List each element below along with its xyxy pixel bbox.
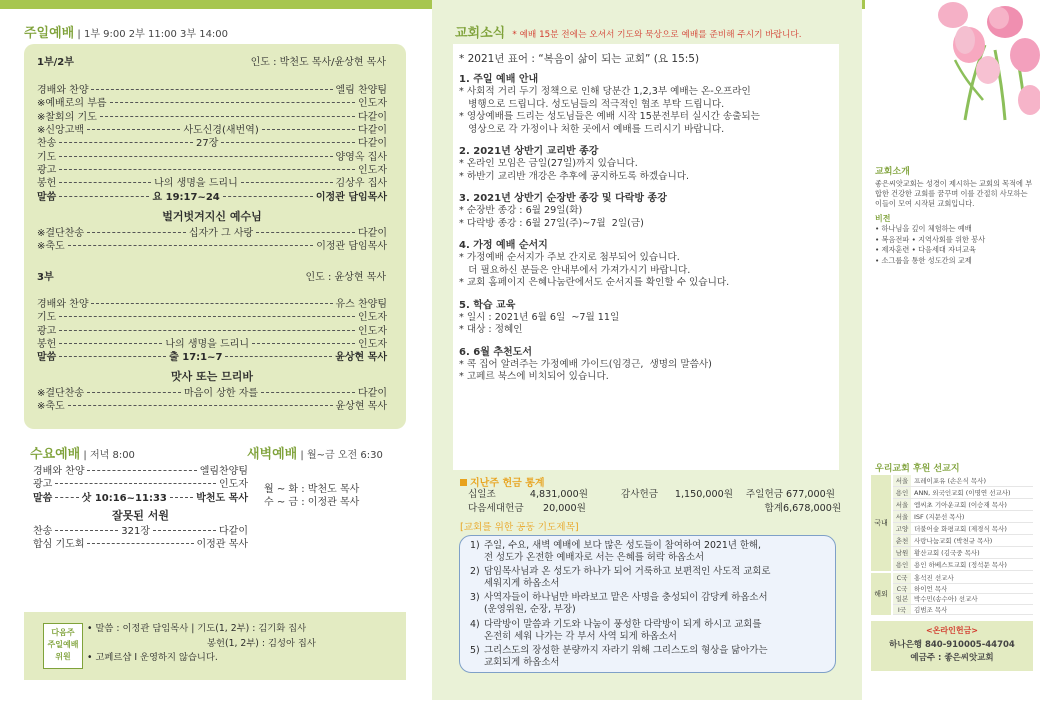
- mission-region: 서울: [893, 499, 911, 510]
- mission-name: 하이언 목사: [914, 584, 948, 593]
- prayer-item-text: [484, 566, 770, 590]
- news-motto: * 2021년 표어 : “복음이 삶이 되는 교회” (요 15:5): [459, 53, 700, 65]
- offering-val-total: 6,678,000원: [783, 503, 842, 514]
- leader-dashes: [59, 356, 166, 357]
- leader-dashes: [55, 483, 216, 484]
- part3-order: [37, 296, 387, 362]
- order-item-person: 김상우 집사: [335, 178, 388, 190]
- news-header: [455, 22, 802, 41]
- vision-item: • 제자훈련 • 다음세대 자녀교육: [875, 245, 976, 254]
- order-item-person: 유스 찬양팀: [335, 299, 387, 311]
- mission-name: ANN, 외국인교회 (이명연 선교사): [914, 489, 1011, 497]
- order-item-person: 다같이: [358, 138, 388, 150]
- mission-name: 김범조 목사: [914, 605, 948, 614]
- order-item-person: 다같이: [219, 526, 248, 538]
- offering-key-thanks: 감사헌금: [620, 489, 658, 500]
- mission-name: 프레이포유 (손은식 목사): [914, 477, 986, 485]
- order-row: [37, 398, 387, 411]
- prayer-item-line: 사역자들이 하나님만 바라보고 맡은 사명을 충성되이 감당케 하옵소서: [484, 592, 768, 604]
- order-item-person: 인도자: [219, 479, 248, 491]
- next-week-box: [24, 612, 406, 680]
- news-item: [459, 145, 834, 183]
- part3-sermon-title: 맛사 또는 므리바: [170, 370, 254, 383]
- order-item-person: 양영옥 집사: [335, 151, 387, 163]
- news-item-line: * 사회적 거리 두기 정책으로 인해 당분간 1,2,3부 예배는 온-오프라인: [459, 86, 751, 97]
- order-row: [33, 476, 248, 489]
- leader-dashes: [87, 470, 196, 471]
- offering-val-thanks: 1,150,000원: [674, 489, 733, 500]
- prayer-item: [470, 566, 827, 590]
- mission-region: 고양: [893, 523, 911, 534]
- leader-dashes: [91, 89, 332, 90]
- mission-region: C국: [893, 584, 911, 594]
- mission-name: 더불어숲 화평교회 (제경식 목사): [914, 525, 1007, 533]
- mission-row: [893, 487, 1033, 499]
- order-row: [37, 296, 387, 309]
- order-row: [37, 188, 387, 201]
- part3-label: 3부: [37, 272, 54, 283]
- dawn-time: | 월~금 오전 6:30: [300, 450, 383, 461]
- leader-dashes: [59, 330, 355, 331]
- prayer-item-number: 2): [470, 566, 480, 578]
- news-item: [459, 73, 834, 136]
- order-item-detail: 요 19:17~24: [152, 191, 220, 203]
- offering-square-icon: [460, 479, 467, 486]
- mission-row: [893, 559, 1033, 571]
- leader-dashes: [221, 142, 355, 143]
- news-item-line: * 하반기 교리반 개강은 추후에 공지하도록 하겠습니다.: [459, 170, 690, 182]
- intro-text: 좋은씨앗교회는 성경이 제시하는 교회의 목적에 부합한 건강한 교회를 꿈꾸며 이를 간절히 사모하는 이들이 모여 시작된 교회입니다.: [875, 179, 1033, 208]
- order-item-label: 합심 기도회: [33, 539, 85, 551]
- news-item: [459, 346, 834, 384]
- leader-dashes: [225, 356, 332, 357]
- vision-item: • 하나님을 깊이 체험하는 예배: [875, 224, 972, 233]
- leader-dashes: [91, 303, 332, 304]
- news-title: 교회소식: [455, 26, 506, 41]
- order-row: [37, 323, 387, 336]
- order-item-label: ※신앙고백: [37, 125, 85, 137]
- news-item-heading: 6. 6월 추천도서: [459, 346, 532, 358]
- sunday-title: 주일예배: [24, 26, 75, 41]
- order-row: [37, 162, 387, 175]
- order-item-detail: 27장: [195, 138, 219, 150]
- order-row: [33, 536, 248, 549]
- missions-domestic-label: 국내: [871, 475, 891, 571]
- order-item-label: 말씀: [37, 191, 57, 203]
- order-item-label: 찬송: [37, 138, 57, 150]
- news-item-line: 더 필요하신 분들은 안내부에서 가져가시기 바랍니다.: [459, 264, 691, 276]
- sunday-header: [24, 22, 228, 41]
- leader-dashes: [87, 392, 181, 393]
- order-item-label: 찬송: [33, 526, 53, 538]
- offering-title: 지난주 헌금 통계: [470, 478, 545, 489]
- mission-row: [893, 605, 1033, 616]
- part12-leader: 인도 : 박천도 목사/윤상현 목사: [250, 57, 386, 68]
- news-item-line: * 교회 홈페이지 은혜나눔란에서도 순서지를 확인할 수 있습니다.: [459, 277, 730, 288]
- order-item-label: 경배와 찬양: [37, 299, 89, 311]
- order-row: [37, 95, 387, 108]
- leader-dashes: [59, 182, 151, 183]
- next-week-label-3: 위원: [55, 652, 71, 661]
- wednesday-time: | 저녁 8:00: [83, 450, 135, 461]
- leader-dashes: [261, 392, 355, 393]
- order-item-person: 인도자: [358, 164, 387, 176]
- prayer-item-number: 5): [470, 644, 480, 656]
- order-item-label: ※결단찬송: [37, 228, 85, 240]
- online-offering-title: <온라인헌금>: [925, 626, 979, 635]
- vision-item: • 소그룹을 통한 성도간의 교제: [875, 255, 972, 265]
- order-item-label: 봉헌: [37, 178, 57, 190]
- offering-header: [460, 474, 545, 489]
- next-week-line-1: • 말씀 : 이정관 담임목사 | 기도(1, 2부) : 김기화 집사: [87, 623, 307, 634]
- mission-row: [893, 594, 1033, 605]
- offering-stats: [468, 488, 842, 516]
- news-item: [459, 192, 834, 230]
- mission-name: 사랑나눔교회 (박천규 목사): [914, 537, 993, 545]
- next-week-label: [43, 623, 83, 669]
- vision-title: 비전: [875, 214, 891, 223]
- prayer-item-line: 온전히 세워 나가는 각 부서 사역 되게 하옵소서: [484, 630, 677, 642]
- online-offering-holder: 예금주 : 좋은씨앗교회: [910, 653, 994, 663]
- mission-region: 용인: [893, 559, 911, 570]
- order-item-detail: 삿 10:16~11:33: [81, 492, 167, 504]
- order-row: [37, 225, 387, 238]
- order-item-label: ※축도: [37, 401, 65, 413]
- order-row: [37, 309, 387, 322]
- missions-domestic-list: [893, 475, 1033, 571]
- vision-item: • 복음전파 • 지역사회를 위한 봉사: [875, 234, 986, 244]
- order-item-person: 인도자: [358, 98, 387, 110]
- church-info-panel: [865, 0, 1040, 720]
- order-row: [33, 490, 248, 503]
- part3-header: [37, 268, 386, 283]
- missions-table: [871, 475, 1033, 615]
- news-item-line: * 온라인 모임은 금일(27일)까지 있습니다.: [459, 158, 638, 169]
- online-offering-account: 하나은행 840-910005-44704: [889, 640, 1015, 650]
- news-item-heading: 3. 2021년 상반기 순장반 종강 및 다락방 종강: [459, 193, 667, 204]
- sunday-box: [24, 44, 406, 429]
- leader-dashes: [223, 196, 313, 197]
- order-row: [37, 82, 387, 95]
- leader-dashes: [59, 316, 355, 317]
- news-item: [459, 239, 834, 290]
- mission-name: ISF (지문선 목사): [914, 513, 965, 521]
- order-row: [37, 109, 387, 122]
- news-item-line: * 가정예배 순서지가 주보 간지로 첨부되어 있습니다.: [459, 252, 680, 263]
- wednesday-order: [33, 463, 248, 503]
- order-row: [37, 175, 387, 188]
- part12-order-end: [37, 225, 387, 252]
- order-item-person: 윤상현 목사: [335, 401, 387, 413]
- order-item-person: 인도자: [358, 312, 387, 324]
- news-box: [453, 44, 839, 470]
- order-item-label: ※예배로의 부름: [37, 98, 107, 110]
- mission-name: 용인 하베스트교회 (정석문 목사): [914, 561, 1007, 569]
- order-item-person: 다같이: [358, 125, 388, 137]
- order-row: [37, 148, 387, 161]
- order-item-detail: 출 17:1~7: [169, 352, 223, 364]
- order-row: [37, 336, 387, 349]
- prayer-item-text: [484, 592, 768, 616]
- next-week-label-2: 주일예배: [47, 640, 79, 649]
- news-item-line: 병행으로 드립니다. 성도님들의 적극적인 협조 부탁 드립니다.: [459, 98, 725, 110]
- leader-dashes: [110, 102, 355, 103]
- order-item-label: 경배와 찬양: [33, 466, 85, 478]
- news-item-line: * 고페르 북스에 비치되어 있습니다.: [459, 371, 609, 382]
- offering-val-sunday: 677,000원: [786, 489, 835, 500]
- order-item-label: ※축도: [37, 241, 65, 253]
- missions-overseas-label: 해외: [871, 573, 891, 615]
- news-item-heading: 5. 학습 교육: [459, 299, 516, 311]
- news-item-line: * 영상예배를 드리는 성도님들은 예배 시작 15분전부터 실시간 송출되는: [459, 111, 760, 122]
- order-item-detail: 십자가 그 사랑: [188, 228, 254, 240]
- wednesday-header: [30, 443, 135, 462]
- dawn-header: [247, 443, 383, 462]
- news-item-line: * 대상 : 정혜인: [459, 324, 523, 335]
- leader-dashes: [59, 156, 332, 157]
- order-row: [37, 238, 387, 251]
- prayer-item-line: 주일, 수요, 새벽 예배에 보다 많은 성도들이 참여하여 2021년 한해,: [484, 540, 761, 551]
- prayer-item-text: [484, 540, 761, 564]
- order-item-person: 다같이: [358, 228, 387, 240]
- order-item-detail: 사도신경(새번역): [183, 125, 259, 137]
- part3-leader: 인도 : 윤상현 목사: [305, 272, 386, 283]
- wednesday-order-end: [33, 523, 248, 550]
- mission-name: 박수민(송수아) 선교사: [914, 595, 978, 603]
- order-item-label: 말씀: [37, 352, 57, 364]
- order-row: [33, 523, 248, 536]
- next-week-label-1: 다음주: [51, 628, 75, 637]
- order-item-label: 기도: [37, 312, 57, 324]
- order-item-detail: 나의 생명을 드리니: [165, 339, 249, 351]
- part3-order-end: [37, 385, 387, 412]
- order-item-person: 이정관 목사: [196, 539, 248, 551]
- order-item-person: 박천도 목사: [196, 492, 248, 504]
- mission-row: [893, 523, 1033, 535]
- online-offering-box: [871, 621, 1033, 671]
- order-item-person: 인도자: [358, 339, 388, 351]
- prayer-item-line: 그리스도의 장성한 분량까지 자라기 위해 그리스도의 형상을 닮아가는: [484, 644, 768, 656]
- order-item-person: 이정관 담임목사: [315, 191, 387, 203]
- leader-dashes: [87, 543, 193, 544]
- mission-region: 용인: [893, 487, 911, 498]
- prayer-item-text: [484, 619, 761, 643]
- prayer-item-number: 1): [470, 540, 480, 551]
- order-item-detail: 마음이 상한 자를: [184, 388, 259, 400]
- dawn-line-2: 수 ~ 금 : 이정관 목사: [264, 497, 360, 508]
- offering-val-tithe: 4,831,000원: [529, 489, 588, 500]
- leader-dashes: [59, 142, 193, 143]
- part12-sermon-title: 벌거벗겨지신 예수님: [162, 210, 262, 223]
- prayer-item-line: 세워지게 하옵소서: [484, 578, 560, 590]
- order-item-label: ※결단찬송: [37, 388, 85, 400]
- mission-region: 남원: [893, 547, 911, 558]
- next-week-details: [87, 622, 316, 666]
- leader-dashes: [241, 182, 333, 183]
- order-row: [37, 349, 387, 362]
- leader-dashes: [55, 530, 118, 531]
- wednesday-title: 수요예배: [30, 447, 81, 462]
- offering-key-sunday: 주일헌금: [745, 489, 783, 500]
- news-item-line: * 일시 : 2021년 6월 6일 ~7월 11일: [459, 311, 620, 323]
- mission-row: [893, 573, 1033, 584]
- order-item-label: 기도: [37, 151, 57, 163]
- worship-order-panel: [0, 9, 432, 720]
- news-item: [459, 299, 834, 337]
- order-item-label: 봉헌: [37, 339, 57, 351]
- missions-title: 우리교회 후원 선교지: [875, 464, 960, 474]
- mission-region: 춘천: [893, 535, 911, 546]
- order-item-person: 다같이: [358, 111, 387, 123]
- mission-region: I국: [893, 605, 911, 615]
- news-items: [459, 73, 834, 393]
- wednesday-sermon-title: 잘못된 서원: [112, 509, 169, 522]
- offering-key-total: 합계: [764, 503, 783, 514]
- sunday-times: | 1부 9:00 2부 11:00 3부 14:00: [77, 29, 229, 40]
- order-item-label: 광고: [37, 325, 57, 337]
- order-item-label: 광고: [33, 479, 53, 491]
- prayer-item: [470, 645, 827, 669]
- dawn-title: 새벽예배: [247, 447, 298, 462]
- order-item-person: 윤상현 목사: [335, 352, 388, 364]
- dawn-leaders: [264, 483, 359, 509]
- order-item-person: 인도자: [358, 325, 387, 337]
- prayer-items: [470, 540, 827, 669]
- order-item-person: 엘림 찬양팀: [335, 85, 387, 97]
- offering-row-2: [468, 502, 842, 516]
- mission-row: [893, 475, 1033, 487]
- offering-row-1: [468, 488, 838, 502]
- order-item-label: 광고: [37, 164, 57, 176]
- prayer-item: [470, 592, 827, 616]
- mission-region: C국: [893, 573, 911, 583]
- order-row: [37, 122, 387, 135]
- mission-name: 엠씨초 기아운교회 (이승재 목사): [914, 501, 1007, 509]
- order-item-label: 경배와 찬양: [37, 85, 89, 97]
- tulip-flowers-image: [865, 0, 1040, 125]
- offering-key-tithe: 십일조: [468, 489, 496, 500]
- dawn-line-1: 월 ~ 화 : 박천도 목사: [264, 484, 360, 495]
- news-item-line: * 콕 집어 알려주는 가정예배 가이드(임경근, 생명의 말씀사): [459, 358, 712, 370]
- offering-val-nextgen: 20,000원: [543, 503, 586, 514]
- leader-dashes: [68, 405, 333, 406]
- mission-row: [893, 584, 1033, 595]
- leader-dashes: [87, 232, 186, 233]
- prayer-item-line: 전 성도가 온전한 예배자로 서는 은혜를 허락 하옵소서: [484, 552, 705, 564]
- prayer-item-text: [484, 645, 768, 669]
- leader-dashes: [252, 343, 355, 344]
- leader-dashes: [59, 196, 149, 197]
- prayer-box: [459, 535, 836, 673]
- news-item-line: * 다락방 종강 : 6월 27일(주)~7월 2일(금): [459, 217, 644, 229]
- news-item-heading: 2. 2021년 상반기 교리반 종강: [459, 146, 599, 157]
- order-item-detail: 321장: [121, 526, 151, 538]
- leader-dashes: [153, 530, 216, 531]
- mission-row: [893, 511, 1033, 523]
- part12-order: [37, 82, 387, 202]
- prayer-item-line: 교회되게 하옵소서: [484, 656, 560, 668]
- vision-list: [875, 224, 1035, 266]
- leader-dashes: [68, 245, 313, 246]
- order-item-label: ※찰회의 기도: [37, 111, 97, 123]
- news-item-heading: 1. 주일 예배 안내: [459, 74, 539, 85]
- leader-dashes: [256, 232, 355, 233]
- leader-dashes: [87, 129, 180, 130]
- order-item-person: 다같이: [358, 388, 387, 400]
- prayer-title: [교회를 위한 공동 기도제목]: [460, 522, 579, 533]
- prayer-item-line: 다락방이 말씀과 기도와 나눔이 풍성한 다락방이 되게 하시고 교회를: [484, 618, 762, 630]
- leader-dashes: [59, 169, 355, 170]
- news-note: * 예배 15분 전에는 오셔서 기도와 묵상으로 예배를 준비해 주시기 바랍니다.: [512, 30, 802, 40]
- mission-region: 일본: [893, 594, 911, 604]
- prayer-item-line: 담임목사님과 온 성도가 하나가 되어 거룩하고 보편적인 사도적 교회로: [484, 566, 771, 578]
- leader-dashes: [170, 497, 193, 498]
- order-item-label: 말씀: [33, 492, 53, 504]
- news-item-line: 영상으로 각 가정이나 처한 곳에서 예배를 드리시기 바랍니다.: [459, 123, 725, 135]
- prayer-item-number: 3): [470, 592, 480, 604]
- mission-region: 서울: [893, 475, 911, 486]
- part12-label: 1부/2부: [37, 57, 74, 68]
- mission-row: [893, 547, 1033, 559]
- leader-dashes: [262, 129, 355, 130]
- order-row: [37, 135, 387, 148]
- news-item-line: * 순장반 종강 : 6월 29일(화): [459, 205, 583, 216]
- leader-dashes: [100, 116, 355, 117]
- part12-header: [37, 53, 386, 68]
- order-row: [37, 385, 387, 398]
- leader-dashes: [55, 497, 78, 498]
- offering-key-nextgen: 다음세대헌금: [468, 503, 524, 514]
- mission-name: 홍석진 선교사: [914, 574, 954, 582]
- prayer-item-line: (운영위원, 순장, 부장): [484, 604, 576, 616]
- mission-row: [893, 499, 1033, 511]
- intro-section: [875, 164, 1035, 266]
- order-item-person: 이정관 담임목사: [316, 241, 387, 253]
- next-week-line-2: 봉헌(1, 2부) : 김성아 집사: [207, 637, 316, 649]
- missions-overseas-list: [893, 573, 1033, 615]
- news-item-heading: 4. 가정 예배 순서지: [459, 240, 548, 251]
- intro-title: 교회소개: [875, 167, 910, 177]
- order-item-detail: 나의 생명을 드리니: [154, 178, 238, 190]
- next-week-line-3: • 고페르샵 I 운영하지 않습니다.: [87, 652, 218, 663]
- mission-name: 황산교회 (김국중 목사): [914, 549, 980, 557]
- prayer-item: [470, 540, 827, 564]
- mission-region: 서울: [893, 511, 911, 522]
- order-item-person: 엘림찬양팀: [199, 466, 248, 478]
- prayer-item-number: 4): [470, 618, 480, 630]
- order-row: [33, 463, 248, 476]
- leader-dashes: [59, 343, 162, 344]
- mission-row: [893, 535, 1033, 547]
- prayer-item: [470, 619, 827, 643]
